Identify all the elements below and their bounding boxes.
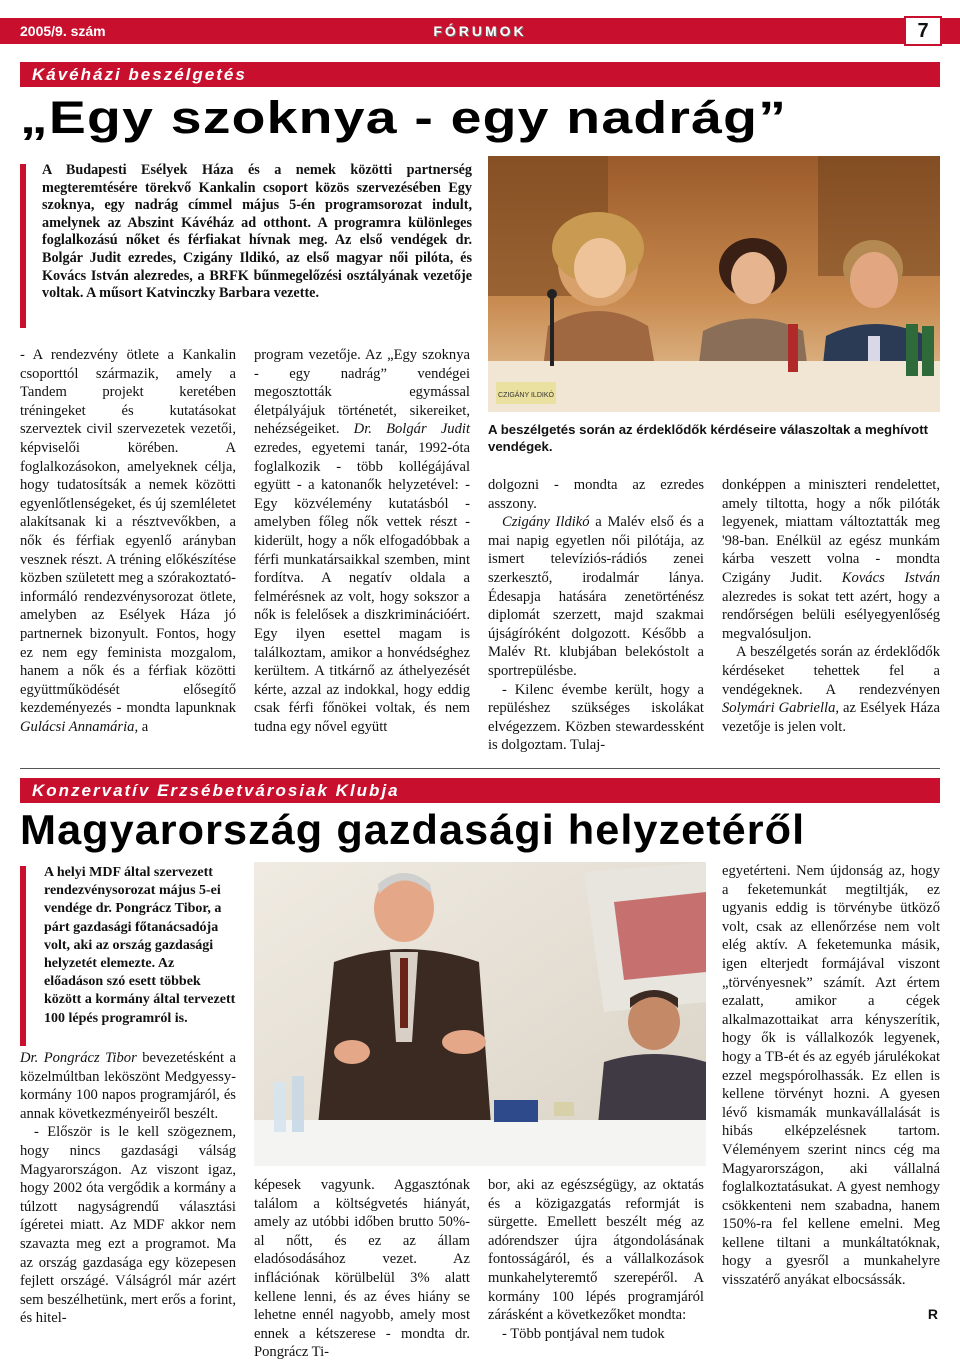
article2-photo — [254, 862, 706, 1166]
paragraph — [20, 346, 236, 736]
paragraph — [20, 1123, 236, 1328]
article2-title: Magyarország gazdasági helyzetéről — [20, 806, 806, 853]
paragraph-text: - A rendezvény ötlete a Kankalin csoporttól származik, amely a Tandem projekt keretében tréningeket és kutatásokat szerveztek civil szervezetek vezetői, képviselői körében. A foglalkozásokon, amelyeknek célja, hogy tudatosítsák a nemek közötti egyenlőtlenségeket, és új szemléletet alakítsanak ki a résztvevőkben, a nők és férfiak egyenlő arányban vesznek részt. A tréning előkészítése közben született meg a szórakoztató-informáló rendezvénysorozat ötlete, amelyben az Esélyek Háza jó partnernek bizonyult. Fontos, hogy ez nem egy feminista mozgalom, hanem a nők és a férfiak közötti együttműködését elősegítő kezdeményezés - mondta lapunknak — [20, 347, 236, 717]
paragraph-text: az Esélyek Háza vezetője is jelen volt. — [722, 700, 940, 735]
article2-lead-text: A helyi MDF által szervezett rendezvénysorozat május 5-ei vendége dr. Pongrácz Tibor, a párt gazdasági főtanácsadója volt, aki az ország gazdasági helyzetét elemezte. Az előadáson szó esett többek között a kormány által tervezett 100 lépés programról is. — [44, 865, 236, 1026]
article1-column-2 — [254, 346, 470, 736]
article2-column-1 — [20, 1049, 236, 1328]
paragraph — [488, 681, 704, 755]
article1-column-4 — [722, 476, 940, 736]
article-divider — [20, 768, 940, 769]
lead-accent-bar — [20, 164, 26, 328]
article1-lead-text: A Budapesti Esélyek Háza és a nemek közötti partnerség megteremtésére törekvő Kankalin csoport közös szervezésében Egy szoknya, egy nadrág címmel május 5-én programsorozat indult, amelynek az Abszint Kávéház ad otthont. A programra különleges foglalkozású nőket és férfiakat hívnak meg. Az első vendégek dr. Bolgár Judit ezredes, Czigány Ildikó, az első magyar női pilóta, és Kovács István alezredes, a BRFK bűnmegelőzési osztályának vezetője voltak. A műsort Katvinczky Barbara vezette. — [42, 162, 472, 302]
paragraph-text: képesek vagyunk. Aggasztónak találom a költségvetés hiányát, amely az utóbbi időben brutto 50%-al nőtt, és ez az állam eladósodásához vezet. Az inflációnak körülbelül 3% alatt kellene lenni, és az éves hiány se lehetne ennél nagyobb, amely most ennek a kétszerese - mondta dr. Pongrácz Ti- — [254, 1177, 470, 1361]
page-number: 7 — [904, 16, 942, 46]
section-title: FÓRUMOK — [433, 23, 527, 39]
paragraph — [722, 643, 940, 736]
paragraph-text: bevezetésként a közelmúltban leköszönt Medgyessy-kormány 100 napos programjáról, és annak következményeiről beszélt. — [20, 1050, 236, 1122]
person-name: Dr. Bolgár Judit — [353, 421, 470, 438]
article2-kicker: Konzervatív Erzsébetvárosiak Klubja — [20, 778, 940, 803]
paragraph-text: - Először is le kell szögeznem, hogy nincs gazdasági válság Magyarországon. Az viszont igaz, hogy 2002 óta vergődik a kormány a túlzott nagyságrendű választási ígéretei miatt. Az MDF akkor nem szavazta meg ezt a programot. Ma az ország gazdasága egy közepesen fejlett országé. Válságról már azért sem beszélhetünk, mert erős a forint, és hitel- — [20, 1124, 236, 1327]
paragraph-text: ezredes, egyetemi tanár, 1992-óta foglalkozik - több kollégájával együtt - a katonanők helyzetével: - Egy közvélemény kutatásból - amelyben főleg nők vettek részt - kiderült, hogy a nők elfogadóbbak a férfi munkatársaikkal szemben, mint fordítva. A negatív oldala a felmérésnek az volt, hogy sokszor a nők is felelősek a diszkriminációért. Egy ilyen esettel magam is találkoztam, amikor a honvédséghez kerültem. A titkárnő az áthelyezését kérte, azzal az indokkal, hogy eddig csak férfi főnökei voltak, és nem tudna egy nővel együtt — [254, 439, 470, 735]
paragraph — [488, 513, 704, 680]
paragraph — [20, 1049, 236, 1123]
nameplate-text: CZIGÁNY ILDIKÓ — [498, 392, 554, 399]
article1-title: „Egy szoknya - egy nadrág” — [20, 92, 788, 143]
paragraph — [254, 346, 470, 736]
article2-column-3 — [488, 1176, 704, 1343]
paragraph-text: donképpen a miniszteri rendelettet, amely tiltotta, hogy a nők pilóták legyenek, miattam változtatták meg '98-ban. Enélkül az egész munkám kárba veszett volna - mondta Czigány Judit. — [722, 477, 940, 586]
paragraph-text: a — [138, 718, 149, 735]
paragraph — [488, 1325, 704, 1344]
person-name: Czigány Ildikó — [502, 514, 590, 531]
person-name: Kovács István — [841, 569, 940, 586]
article1-photo — [488, 156, 940, 412]
paragraph — [488, 1176, 704, 1325]
paragraph — [254, 1176, 470, 1362]
paragraph-text: - Kilenc évembe került, hogy a repüléshez szükséges iskolákat elvégezzem. Közben stewardessként is dolgoztam. Tulaj- — [488, 681, 704, 754]
person-name: Gulácsi Annamária, — [20, 718, 139, 735]
article1-lead — [20, 162, 472, 330]
paragraph — [488, 476, 704, 513]
lead-accent-bar — [20, 866, 26, 1046]
article2-column-4 — [722, 862, 940, 1290]
article2-lead — [20, 864, 236, 1048]
page-header — [0, 18, 960, 44]
paragraph-text: A beszélgetés során az érdeklődők kérdéseket tehettek fel a vendégeknek. A rendezvényen — [722, 644, 940, 698]
paragraph-text: - Több pontjával nem tudok — [502, 1325, 665, 1342]
paragraph — [722, 862, 940, 1290]
article1-photo-caption: A beszélgetés során az érdeklődők kérdéseire válaszoltak a meghívott vendégek. — [488, 422, 929, 454]
paragraph-text: bor, aki az egészségügy, az oktatás és a közigazgatás reformját is sürgette. Emellett beszélt még az adórendszer újra átgondolásának fontosságáról, és a vállalkozások munkahelyteremtő szerepéről. A kormány 100 lépés programjáról zárásként a következőket mondta: — [488, 1177, 704, 1324]
person-name: Solymári Gabriella, — [722, 700, 840, 717]
author-signature: R — [927, 1306, 938, 1322]
paragraph-text: egyetérteni. Nem újdonság az, hogy a feketemunkát megtiltják, ez ugyanis eddig is törvénybe ütköző volt, csak az ellenőrzése nem volt elég aktív. A feketemunka másik, igen elterjedt formájával viszont „törvényesnek” számít. Azt értem ezalatt, amikor a cégek alkalmazottaikat arra kényszerítik, hogy ők is vállalkozók legyenek, hogy a TB-ét és az egyéb járulékokat ezzel megspórolhassák. Ez ellen is kellene törvényt hozni. A gyesen lévő kismamák munkavállalását is hibás elképzelésnek tartom. Véleményem szerint nincs cég ma Magyarországon, aki vállalná foglalkoztatásukat. A gyest nemhogy csökkenteni nem szabadna, hanem 150%-ra fel kellene emelni. Meg kellene tiltani a munkáltatóknak, hogy a gyesről a munkahelyre visszatérő anyákat elbocsássák. — [722, 863, 940, 1289]
paragraph-text: program vezetője. Az „Egy szoknya - egy nadrág” vendégei megosztották egymással életpályájuk történetét, sikereiket, nehézségeiket. — [254, 347, 470, 438]
article1-column-1 — [20, 346, 236, 736]
article1-kicker: Kávéházi beszélgetés — [20, 62, 940, 87]
paragraph — [722, 476, 940, 643]
paragraph-text: alezredes is sokat tett azért, hogy a rendőrségen belüli esélyegyenlőség megvalósuljon. — [722, 588, 940, 642]
paragraph-text: dolgozni - mondta az ezredes asszony. — [488, 477, 704, 512]
article1-column-3 — [488, 476, 704, 755]
paragraph-text: a Malév első és a mai napig egyetlen női pilótája, az ismert televíziós-rádiós zenei szerkesztő, irodalmár lánya. Édesapja hatására zenetörténész diplomát szerzett, majd szakmai újságíróként dolgozott. Később a Malév Rt. klubjában belekóstolt a sportrepülésbe. — [488, 514, 704, 679]
person-name: Dr. Pongrácz Tibor — [20, 1050, 137, 1066]
issue-number: 2005/9. szám — [0, 18, 160, 44]
article2-column-2 — [254, 1176, 470, 1362]
